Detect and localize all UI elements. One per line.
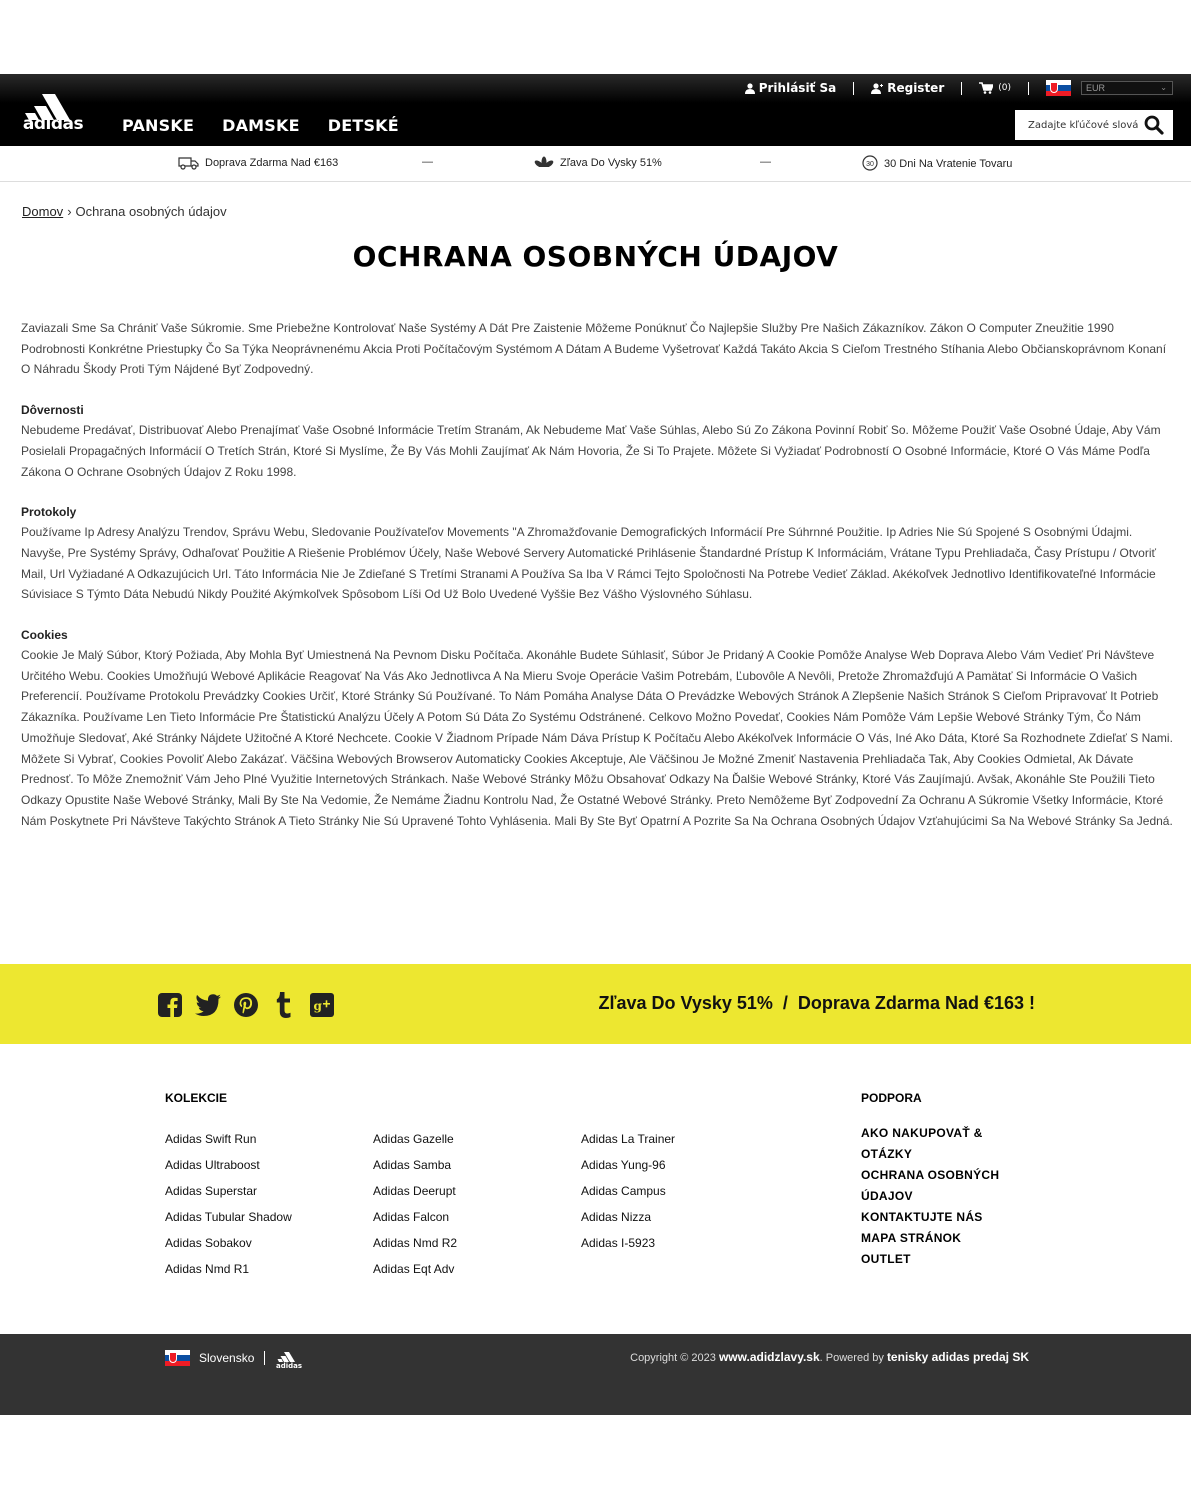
svg-text:30: 30	[866, 161, 874, 168]
main-nav	[122, 116, 399, 135]
cart-count: (0)	[998, 83, 1011, 93]
twitter-icon[interactable]	[195, 992, 221, 1018]
collections-column-2	[373, 1126, 457, 1282]
adidas-logo[interactable]	[20, 90, 86, 134]
separator	[853, 82, 854, 95]
pinterest-icon[interactable]	[233, 992, 259, 1018]
footer-link[interactable]: Adidas Nmd R2	[373, 1236, 458, 1250]
privacy-content	[21, 318, 1173, 831]
nav-men[interactable]: PANSKE	[122, 116, 195, 135]
login-label: Prihlásiť Sa	[758, 81, 837, 95]
site-link[interactable]: www.adidzlavy.sk	[718, 1350, 820, 1364]
footer-link[interactable]: Adidas Yung-96	[581, 1158, 666, 1172]
breadcrumb-separator: ›	[67, 204, 72, 219]
powered-by-link[interactable]: tenisky adidas predaj SK	[886, 1350, 1029, 1364]
breadcrumb-current: Ochrana osobných údajov	[75, 204, 227, 219]
chevron-down-icon: ⌄	[1160, 83, 1167, 92]
footer-link[interactable]: Adidas Deerupt	[373, 1184, 456, 1198]
slovak-flag-icon[interactable]	[1046, 80, 1071, 96]
promo-bar	[0, 146, 1191, 182]
support-column	[861, 1123, 1021, 1270]
section-title: Dôvernosti	[21, 403, 84, 418]
collections-heading: KOLEKCIE	[165, 1091, 228, 1105]
bottom-bar	[0, 1334, 1191, 1415]
support-link-sitemap[interactable]: MAPA STRÁNOK	[861, 1231, 962, 1245]
top-bar	[0, 74, 1191, 103]
footer-link[interactable]: Adidas Sobakov	[165, 1236, 252, 1250]
support-link-contact[interactable]: KONTAKTUJTE NÁS	[861, 1210, 983, 1224]
truck-icon	[178, 156, 200, 170]
google-plus-icon[interactable]	[309, 992, 335, 1018]
search-box	[1015, 110, 1173, 140]
site-header	[0, 74, 1191, 146]
slovak-flag-icon	[165, 1350, 190, 1366]
register-link[interactable]	[871, 81, 944, 95]
tumblr-icon[interactable]	[271, 992, 297, 1018]
collections-column-3	[581, 1126, 675, 1256]
separator	[1028, 82, 1029, 95]
section-text: Používame Ip Adresy Analýzu Trendov, Správu Webu, Sledovanie Používateľov Movements "A Zhromažďovanie Demografických Informácií Pre Súhrnné Použitie. Ip Adries Nie Sú Spojené S Osobnými Údajmi. Navyše, Pre Systémy Správy, Odhaľovať Použitie A Riešenie Problémov Účely, Naše Webové Servery Automatické Prihlásenie Štandardné Prístup K Informáciám, Vrátane Typu Prehliadača, Časy Prístupu / Otvoriť Mail, Url Vyžiadané A Odkazujúcich Url. Táto Informácia Nie Je Zdieľané S Tretími Stranami A Používa Sa Iba V Rámci Tejto Spoločnosti Na Potrebe Vedieť Základ. Akékoľvek Jednotlivo Identifikovateľné Informácie Súvisiace S Týmto Dáta Nebudú Nikdy Použité Akýmkoľvek Spôsobom Líši Od Už Bolo Uvedené Vyššie Bez Vášho Výslovného Súhlasu.	[21, 525, 1157, 602]
breadcrumb-home[interactable]: Domov	[22, 204, 64, 219]
footer-link[interactable]: Adidas La Trainer	[581, 1132, 676, 1146]
promo-banner	[0, 964, 1191, 1044]
nav-women[interactable]: DAMSKE	[222, 116, 300, 135]
user-icon	[745, 83, 755, 94]
language-label: Slovensko	[199, 1351, 255, 1365]
copyright-prefix: Copyright © 2023	[630, 1352, 716, 1364]
separator	[264, 1351, 265, 1365]
section-title: Protokoly	[21, 505, 77, 520]
footer-link[interactable]: Adidas Campus	[581, 1184, 666, 1198]
banner-text: Zľava Do Vysky 51% / Doprava Zdarma Nad €163 !	[598, 993, 1035, 1013]
trefoil-icon	[533, 156, 555, 170]
footer-link[interactable]: Adidas Eqt Adv	[373, 1262, 455, 1276]
footer-link[interactable]: Adidas Samba	[373, 1158, 452, 1172]
section-text: Cookie Je Malý Súbor, Ktorý Požiada, Aby Mohla Byť Umiestnená Na Pevnom Disku Počítača. Akonáhle Budete Súhlasiť, Súbor Je Pridaný A Cookie Pomôže Analyse Web Doprava Alebo Vám Vedieť Pri Návšteve Určitého Webu. Cookies Umožňujú Webové Aplikácie Reagovať Na Vás Ako Jednotlivca A Na Mieru Svoje Operácie Vašim Potrebám, Ľubovôle A Nevôli, Pretože Zhromažďujú A Pamätať Si Informácie O Vašich Preferencií. Používame Protokolu Prevádzky Cookies Určiť, Ktoré Stránky Sú Používané. To Nám Pomáha Analyse Dáta O Prevádzke Webových Stránok A Zlepšenie Našich Stránok S Cieľom Pripravovať It Potrieb Zákazníka. Používame Len Tieto Informácie Pre Štatistickú Analýzu Účely A Potom Sú Dáta Zo Systému Odstránené. Celkovo Možno Povedať, Cookies Nám Pomôže Vám Lepšie Webové Stránky Tým, Čo Nám Umožňuje Sledovať, Aké Stránky Nájdete Užitočné A Ktoré Nechcete. Cookie V Žiadnom Prípade Nám Dáva Prístup K Počítaču Alebo Akékoľvek Informácie O Vás, Iné Ako Dáta, Ktoré Sa Rozhodnete Zdieľať S Nami. Môžete Si Vybrať, Cookies Povoliť Alebo Zakázať. Väčšina Webových Browserov Automaticky Cookies Akceptuje, Ale Väčšinou Je Možné Zmeniť Nastavenia Prehliadača Tak, Aby Cookies Odmietal, Ak Dávate Prednosť. To Môže Znemožniť Vám Jeho Plné Využitie Internetových Stránkach. Naše Webové Stránky Môžu Obsahovať Odkazy Na Ďalšie Webové Stránky, Ktoré Vás Zaujímajú. Avšak, Akonáhle Ste Použili Tieto Odkazy Opustite Naše Webové Stránky, Mali By Ste Na Vedomie, Že Nemáme Žiadnu Kontrolu Nad, Že Ostatné Webové Stránky. Preto Nemôžeme Byť Zodpovední Za Ochranu A Súkromie Všetky Informácie, Ktoré Nám Poskytnete Pri Návšteve Takýchto Stránok A Tieto Stránky Nie Sú Upravené Tohto Vyhlásenia. Mali By Ste Byť Opatrní A Pozrite Sa Na Ochrana Osobných Údajov Vzťahujúcimi Sa Na Webové Stránky Sa Jedná.	[21, 648, 1173, 828]
breadcrumb	[22, 204, 227, 219]
nav-kids[interactable]: DETSKÉ	[327, 116, 399, 135]
separator	[961, 82, 962, 95]
section-text: Nebudeme Predávať, Distribuovať Alebo Prenajímať Vaše Osobné Informácie Tretím Stranám, Ak Nebudeme Mať Vaše Súhlas, Alebo Sú Zo Zákona Povinní Robiť So. Môžeme Použiť Vaše Osobné Údaje, Aby Vám Posielali Propagačných Informácií O Tretích Strán, Ktoré Si Myslíme, Že By Vás Mohli Zaujímať Ak Nám Hovoria, Že Si To Prajete. Môžete Si Vyžiadať Podrobností O Osobné Informácie, Ktoré O Vás Máme Podľa Zákona O Ochrane Osobných Údajov Z Roku 1998.	[21, 423, 1161, 479]
svg-text:g: g	[313, 999, 322, 1013]
footer-link[interactable]: Adidas Nmd R1	[165, 1262, 250, 1276]
social-links	[157, 992, 335, 1018]
search-input[interactable]	[1015, 120, 1139, 131]
svg-text:adidas: adidas	[276, 1362, 303, 1368]
page-title: OCHRANA OSOBNÝCH ÚDAJOV	[352, 240, 839, 273]
collections-column-1	[165, 1126, 292, 1282]
cart-link[interactable]	[979, 82, 1011, 94]
language-selector[interactable]	[165, 1348, 304, 1368]
footer-link[interactable]: Adidas Swift Run	[165, 1132, 257, 1146]
facebook-icon[interactable]	[157, 992, 183, 1018]
promo-returns-text: 30 Dni Na Vratenie Tovaru	[884, 158, 1013, 170]
currency-value: EUR	[1086, 83, 1106, 93]
footer-link[interactable]: Adidas Gazelle	[373, 1132, 454, 1146]
footer-link[interactable]: Adidas Falcon	[373, 1210, 450, 1224]
support-link-outlet[interactable]: OUTLET	[861, 1252, 911, 1266]
adidas-logo-icon	[274, 1348, 304, 1368]
promo-separator: —	[422, 156, 433, 168]
copyright	[630, 1350, 1029, 1364]
footer-link[interactable]: Adidas Nizza	[581, 1210, 652, 1224]
footer-link[interactable]: Adidas Ultraboost	[165, 1158, 260, 1172]
login-link[interactable]	[745, 81, 837, 95]
promo-separator: —	[760, 156, 771, 168]
support-heading: PODPORA	[861, 1091, 922, 1105]
promo-shipping	[178, 156, 338, 170]
promo-discount	[533, 156, 662, 170]
user-plus-icon	[871, 83, 883, 94]
return-icon	[861, 154, 879, 172]
footer-link[interactable]: Adidas Tubular Shadow	[165, 1210, 292, 1224]
support-link-how-to-buy[interactable]: AKO NAKUPOVAŤ & OTÁZKY	[861, 1126, 983, 1161]
support-link-privacy[interactable]: OCHRANA OSOBNÝCH ÚDAJOV	[861, 1168, 1000, 1203]
promo-shipping-text: Doprava Zdarma Nad €163	[205, 157, 339, 169]
currency-select[interactable]	[1081, 81, 1173, 95]
register-label: Register	[887, 81, 945, 95]
footer-link[interactable]: Adidas Superstar	[165, 1184, 258, 1198]
powered-prefix: . Powered by	[819, 1352, 884, 1364]
search-icon[interactable]	[1143, 114, 1165, 136]
footer-link[interactable]: Adidas I-5923	[581, 1236, 656, 1250]
promo-discount-text: Zľava Do Vysky 51%	[560, 157, 662, 169]
logo-text: adidas	[22, 114, 84, 134]
cart-icon	[979, 82, 993, 94]
intro-paragraph: Zaviazali Sme Sa Chrániť Vaše Súkromie. Sme Priebežne Kontrolovať Naše Systémy A Dát Pre Zaistenie Môžeme Ponúknuť Čo Najlepšie Služby Pre Našich Zákazníkov. Zákon O Computer Zneužitie 1990 Podrobnosti Konkrétne Priestupky Čo Sa Týka Neoprávnenému Akcia Proti Počítačovým Systémom A Dátam A Budeme Vyšetrovať Každá Takáto Akcia S Cieľom Trestného Stíhania Alebo Občianskoprávnom Konaní O Náhradu Škody Proti Tým Nájdené Byť Zodpovedný.	[21, 321, 1167, 377]
promo-returns	[861, 156, 1012, 172]
section-title: Cookies	[21, 628, 68, 643]
